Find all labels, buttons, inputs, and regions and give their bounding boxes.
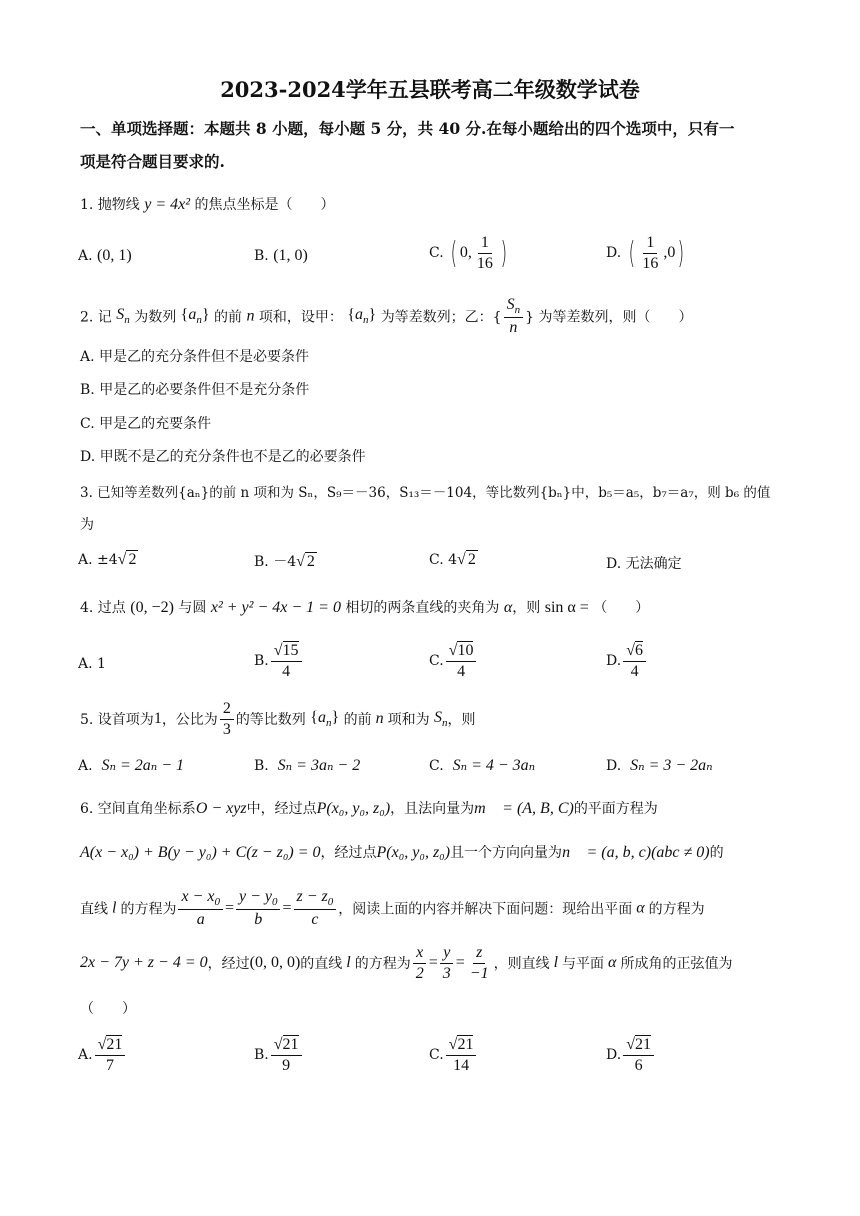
q4-option-b: B. $\frac{√15}{4}$	[254, 642, 304, 680]
q2-option-d: D. 甲既不是乙的充分条件也不是乙的必要条件	[80, 449, 366, 465]
q1-option-d-fraction: $\frac{1}{16}$	[642, 234, 659, 272]
question-3-line2: 为	[80, 517, 94, 533]
q5-option-d: D. Sₙ = 3 − 2aₙ	[606, 757, 713, 774]
question-6-line1: 6. 空间直角坐标系O − xyz中，经过点P(x₀, y₀, z₀)，且法向量为m⃗ = (A, B, C)的平面方程为	[80, 800, 658, 817]
q3-option-a: A. ±4√ 2	[78, 551, 137, 568]
question-4: 4. 过点 (0, −2) 与圆 x² + y² − 4x − 1 = 0 相切的两条直线的夹角为 α，则 sin α = （ ）	[80, 599, 650, 616]
q2-option-b: B. 甲是乙的必要条件但不是充分条件	[80, 382, 310, 398]
q1-option-a: A. (0, 1)	[78, 247, 132, 264]
q2-option-a: A. 甲是乙的充分条件但不是必要条件	[80, 349, 310, 365]
q6-option-a: A. $\frac{√21}{7}$	[78, 1036, 127, 1074]
q6-option-d: D. $\frac{√21}{6}$	[606, 1036, 656, 1074]
q1-option-d: D. ( $\frac{1}{16}$ ,0)	[606, 234, 685, 272]
q2-sn-over-n: $\frac{S_n}{n}$	[504, 296, 524, 337]
q1-option-c: C. ( 0, $\frac{1}{16}$ )	[429, 234, 507, 272]
q1-number: 1. 抛物线	[80, 197, 140, 213]
q5-option-b: B. Sₙ = 3aₙ − 2	[254, 757, 361, 774]
q5-option-c: C. Sₙ = 4 − 3aₙ	[429, 757, 536, 774]
page-title: 2023-2024学年五县联考高二年级数学试卷	[220, 77, 640, 102]
q4-option-c: C. $\frac{√10}{4}$	[429, 642, 478, 680]
q1-formula: y = 4x²	[144, 196, 191, 213]
q4-option-d: D. $\frac{√6}{4}$	[606, 642, 648, 680]
q6-option-c: C. $\frac{√21}{14}$	[429, 1036, 478, 1074]
q3-option-d: D. 无法确定	[606, 556, 682, 572]
q5-option-a: A. Sₙ = 2aₙ − 1	[78, 757, 185, 774]
q1-option-b: B. (1, 0)	[254, 247, 308, 264]
q3-option-c: C. 4√ 2	[429, 551, 476, 568]
q1-text: 的焦点坐标是（ ）	[194, 197, 335, 213]
q1-option-b-value: (1, 0)	[273, 247, 308, 264]
question-6-line2: A(x − x₀) + B(y − y₀) + C(z − z₀) = 0，经过点P(x₀, y₀, z₀)且一个方向向量为n⃗ = (a, b, c)(abc ≠ 0)的	[80, 844, 724, 861]
question-1	[80, 194, 335, 214]
question-6-line3: 直线 l 的方程为 $\frac{x - x_0}{a}$ = $\frac{y - y_0}{b}$ = $\frac{z - z_0}{c}$ ，阅读上面的内容并解决下面问题：现给出平面 α 的方程为	[80, 888, 705, 929]
section-header-line1: 一、单项选择题：本题共 8 小题，每小题 5 分，共 40 分.在每小题给出的四个选项中，只有一	[80, 119, 735, 138]
q1-option-a-value: (0, 1)	[97, 247, 132, 264]
section-header-line2: 项是符合题目要求的.	[80, 152, 225, 171]
q6-option-b: B. $\frac{√21}{9}$	[254, 1036, 304, 1074]
q4-option-a: A. 1	[78, 656, 106, 672]
question-2: 2. 记 $S_n$ 为数列 $\{a_n\}$ 的前 n 项和，设甲： $\{a_n\}$ 为等差数列；乙：{ $\frac{S_n}{n}$ } 为等差数列，则（ ）	[80, 296, 693, 337]
q1-option-c-fraction: $\frac{1}{16}$	[476, 234, 493, 272]
q2-option-c: C. 甲是乙的充要条件	[80, 416, 212, 432]
question-6-line5: （ ）	[80, 1001, 136, 1017]
question-6-line4: 2x − 7y + z − 4 = 0，经过(0, 0, 0)的直线 l 的方程为 $\frac{x}{2}$ = $\frac{y}{3}$ = $\frac{z}{-1}$ ，则直线 l 与平面 α 所成角的正弦值为	[80, 944, 733, 982]
q3-option-b: B. －4√ 2	[254, 553, 315, 570]
question-5: 5. 设首项为1，公比为 $\frac{2}{3}$ 的等比数列 $\{a_n\}$ 的前 n 项和为 $S_n$，则	[80, 700, 476, 738]
question-3-line1: 3. 已知等差数列{aₙ}的前 n 项和为 Sₙ，S₉＝－36，S₁₃＝－104，等比数列{bₙ}中，b₅＝a₅，b₇＝a₇，则 b₆ 的值	[80, 485, 771, 501]
